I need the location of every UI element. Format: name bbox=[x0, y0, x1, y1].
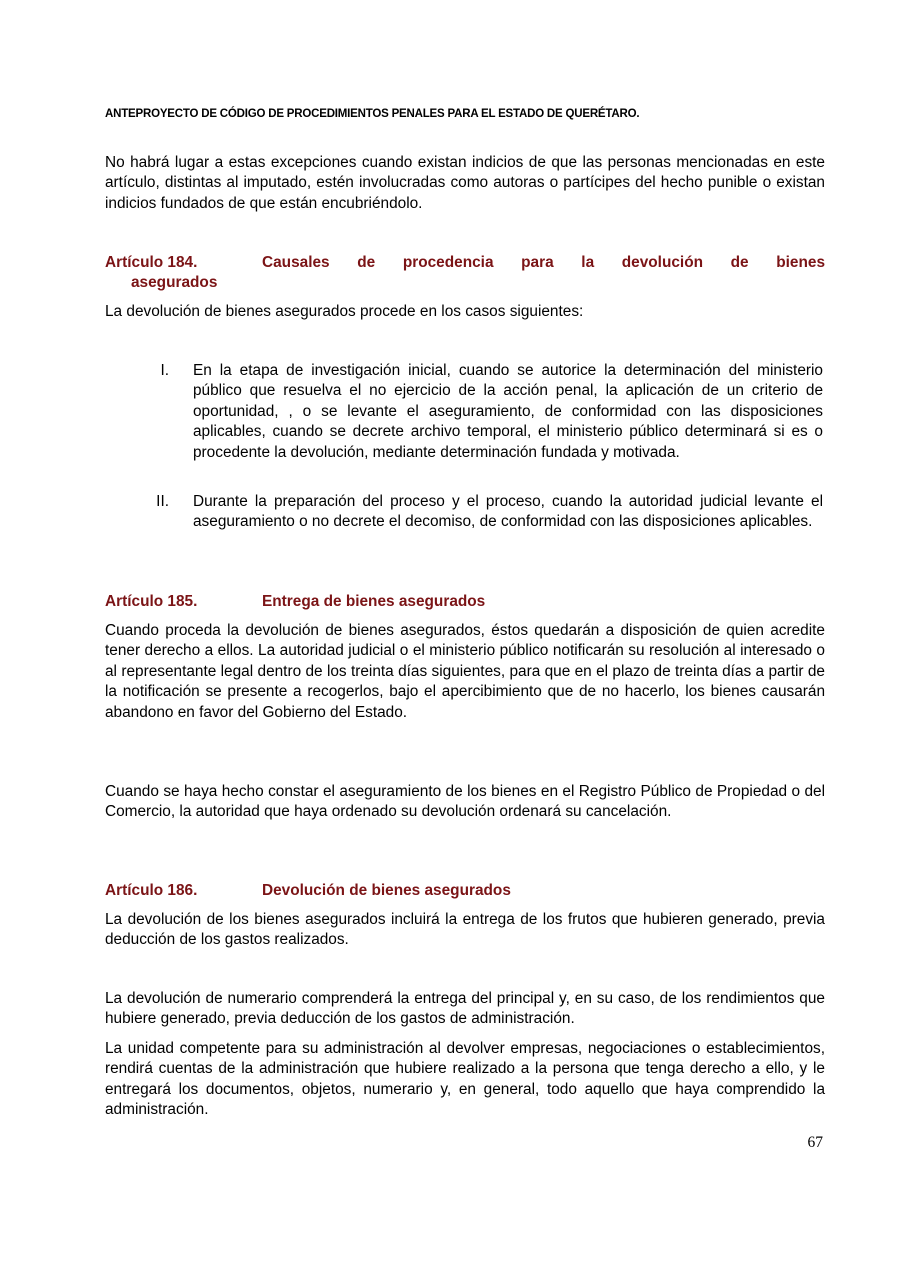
article-184-heading bbox=[105, 253, 825, 292]
intro-paragraph: No habrá lugar a estas excepciones cuando existan indicios de que las personas mencionadas en este artículo, distintas al imputado, estén involucradas como autoras o partícipes del hecho punible o existan indicios fundados de que están encubriéndolo. bbox=[105, 154, 825, 212]
article-186-title: Devolución de bienes asegurados bbox=[262, 882, 511, 899]
article-184-title-line1: Causales de procedencia para la devolución de bienes bbox=[262, 254, 825, 271]
article-185-paragraph-2: Cuando se haya hecho constar el aseguramiento de los bienes en el Registro Público de Propiedad o del Comercio, la autoridad que haya ordenado su devolución ordenará su cancelación. bbox=[105, 783, 825, 821]
article-184-lead: La devolución de bienes asegurados procede en los casos siguientes: bbox=[105, 303, 584, 320]
list-item-text: Durante la preparación del proceso y el proceso, cuando la autoridad judicial levante el aseguramiento o no decrete el decomiso, de conformidad con las disposiciones aplicables. bbox=[193, 493, 823, 531]
article-186-number: Artículo 186. bbox=[105, 882, 198, 899]
list-item-number: II. bbox=[156, 493, 169, 510]
article-185-heading bbox=[105, 592, 825, 612]
article-184-heading-line1 bbox=[105, 253, 825, 273]
page-number: 67 bbox=[807, 1134, 823, 1151]
article-186-paragraph-1: La devolución de los bienes asegurados incluirá la entrega de los frutos que hubieren generado, previa deducción de los gastos realizados. bbox=[105, 911, 825, 949]
article-184-title-line2: asegurados bbox=[131, 274, 218, 292]
article-184-number: Artículo 184. bbox=[105, 254, 198, 271]
article-185-title: Entrega de bienes asegurados bbox=[262, 593, 486, 610]
article-186-paragraph-2: La devolución de numerario comprenderá la entrega del principal y, en su caso, de los rendimientos que hubiere generado, previa deducción de los gastos de administración. bbox=[105, 990, 825, 1028]
list-item-text: En la etapa de investigación inicial, cuando se autorice la determinación del ministerio público que resuelva el no ejercicio de la acción penal, la aplicación de un criterio de oportunidad, , o se levante el aseguramiento, de conformidad con las disposiciones aplicables, cuando se decrete archivo temporal, el ministerio público determinará si es o procedente la devolución, mediante determinación fundada y motivada. bbox=[193, 362, 823, 461]
article-185-number: Artículo 185. bbox=[105, 593, 198, 610]
article-186-paragraph-3: La unidad competente para su administración al devolver empresas, negociaciones o establecimientos, rendirá cuentas de la administración que hubiere realizado a la persona que tenga derecho a ello, y le entregará los documentos, objetos, numerario y, en general, todo aquello que haya comprendido la administración. bbox=[105, 1040, 825, 1119]
document-header: ANTEPROYECTO DE CÓDIGO DE PROCEDIMIENTOS PENALES PARA EL ESTADO DE QUERÉTARO. bbox=[105, 108, 640, 120]
list-item-number: I. bbox=[160, 362, 169, 379]
article-185-paragraph-1: Cuando proceda la devolución de bienes asegurados, éstos quedarán a disposición de quien acredite tener derecho a ellos. La autoridad judicial o el ministerio público notificarán su resolución al interesado o al representante legal dentro de los treinta días siguientes, para que en el plazo de treinta días a partir de la notificación se presente a recogerlos, bajo el apercibimiento que de no hacerlo, los bienes causarán abandono en favor del Gobierno del Estado. bbox=[105, 622, 825, 721]
article-186-heading bbox=[105, 881, 825, 901]
